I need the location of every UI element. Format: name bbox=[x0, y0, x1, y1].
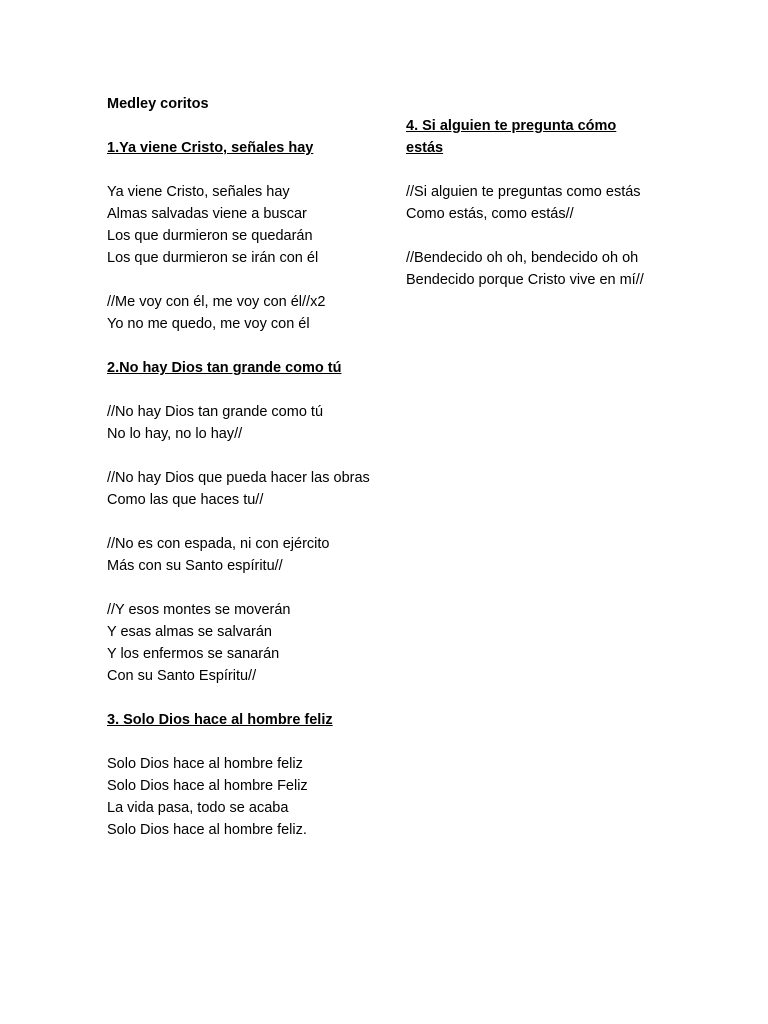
stanza bbox=[107, 753, 375, 841]
lyric-line: Solo Dios hace al hombre feliz bbox=[107, 756, 303, 772]
lyric-line: Los que durmieron se irán con él bbox=[107, 250, 319, 266]
lyric-line: Y esas almas se salvarán bbox=[107, 624, 272, 640]
stanza bbox=[107, 181, 375, 269]
lyric-line: Con su Santo Espíritu// bbox=[107, 668, 257, 684]
lyric-line: Yo no me quedo, me voy con él bbox=[107, 316, 310, 332]
lyric-line: Los que durmieron se quedarán bbox=[107, 228, 313, 244]
stanza bbox=[107, 533, 375, 577]
stanza bbox=[107, 401, 375, 445]
stanza bbox=[406, 247, 656, 291]
song-heading: 1.Ya viene Cristo, señales hay bbox=[107, 140, 314, 156]
song-3 bbox=[107, 709, 375, 841]
song-2 bbox=[107, 357, 375, 687]
lyric-line: Almas salvadas viene a buscar bbox=[107, 206, 307, 222]
lyric-line: Bendecido porque Cristo vive en mí// bbox=[406, 272, 644, 288]
right-column bbox=[406, 115, 656, 313]
lyric-line: //Bendecido oh oh, bendecido oh oh bbox=[406, 250, 639, 266]
lyric-line: Solo Dios hace al hombre feliz. bbox=[107, 822, 307, 838]
song-heading: 4. Si alguien te pregunta cómo estás bbox=[406, 118, 617, 156]
song-heading: 3. Solo Dios hace al hombre feliz bbox=[107, 712, 333, 728]
lyric-line: //No es con espada, ni con ejército bbox=[107, 536, 330, 552]
lyric-line: //Y esos montes se moverán bbox=[107, 602, 291, 618]
lyric-line: La vida pasa, todo se acaba bbox=[107, 800, 289, 816]
stanza bbox=[406, 181, 656, 225]
lyric-line: //Si alguien te preguntas como estás bbox=[406, 184, 641, 200]
stanza bbox=[107, 291, 375, 335]
lyric-line: //No hay Dios tan grande como tú bbox=[107, 404, 324, 420]
song-4 bbox=[406, 115, 656, 291]
left-column bbox=[107, 93, 375, 863]
lyric-line: //No hay Dios que pueda hacer las obras bbox=[107, 470, 370, 486]
document-title: Medley coritos bbox=[107, 96, 209, 112]
lyric-line: //Me voy con él, me voy con él//x2 bbox=[107, 294, 326, 310]
lyric-line: Y los enfermos se sanarán bbox=[107, 646, 280, 662]
lyric-line: Solo Dios hace al hombre Feliz bbox=[107, 778, 308, 794]
song-heading: 2.No hay Dios tan grande como tú bbox=[107, 360, 342, 376]
lyric-line: Como las que haces tu// bbox=[107, 492, 264, 508]
lyric-line: Más con su Santo espíritu// bbox=[107, 558, 283, 574]
lyric-line: Como estás, como estás// bbox=[406, 206, 574, 222]
stanza bbox=[107, 599, 375, 687]
lyric-line: Ya viene Cristo, señales hay bbox=[107, 184, 290, 200]
lyric-line: No lo hay, no lo hay// bbox=[107, 426, 243, 442]
song-1 bbox=[107, 137, 375, 335]
stanza bbox=[107, 467, 375, 511]
